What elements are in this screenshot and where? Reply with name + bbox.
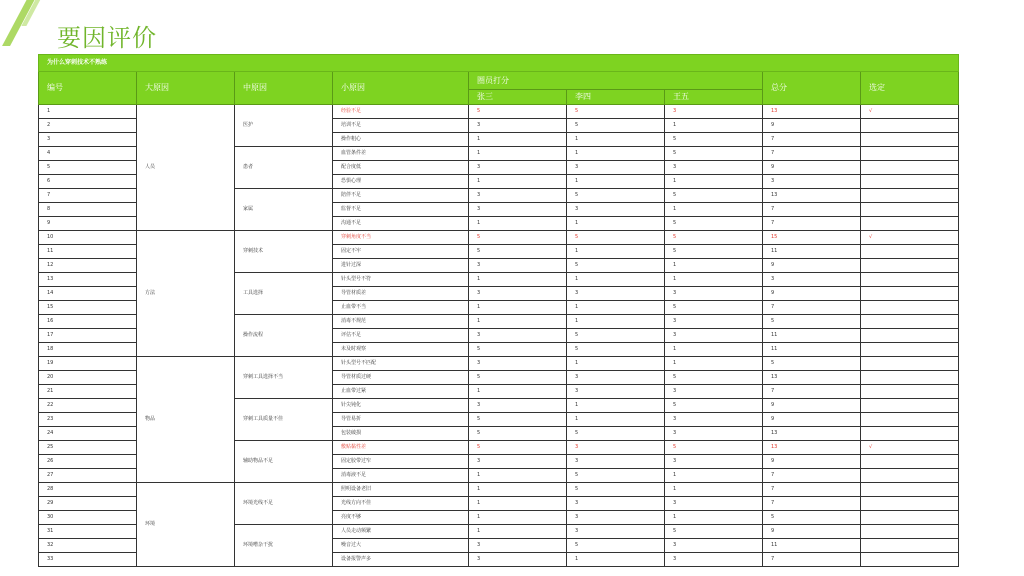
score-cell: 5	[665, 189, 763, 203]
selected-cell	[861, 301, 959, 315]
score-cell: 5	[567, 427, 665, 441]
score-cell: 3	[665, 329, 763, 343]
selected-cell	[861, 119, 959, 133]
minor-cause-cell: 光线方向不佳	[333, 497, 469, 511]
score-cell: 3	[665, 385, 763, 399]
selected-cell	[861, 259, 959, 273]
score-cell: 1	[567, 175, 665, 189]
total-cell: 5	[763, 315, 861, 329]
minor-cause-cell: 监督不足	[333, 203, 469, 217]
row-id-cell: 20	[39, 371, 137, 385]
score-cell: 1	[567, 553, 665, 567]
table-row	[39, 105, 959, 119]
score-cell: 1	[665, 203, 763, 217]
score-cell: 3	[469, 553, 567, 567]
minor-cause-cell: 恐惧心理	[333, 175, 469, 189]
row-id-cell: 28	[39, 483, 137, 497]
major-cause-cell: 方法	[137, 231, 235, 357]
selected-cell	[861, 497, 959, 511]
total-cell: 7	[763, 301, 861, 315]
selected-cell	[861, 539, 959, 553]
total-cell: 7	[763, 147, 861, 161]
table-row	[39, 231, 959, 245]
score-cell: 5	[469, 441, 567, 455]
score-cell: 3	[567, 203, 665, 217]
total-cell: 5	[763, 357, 861, 371]
score-cell: 3	[567, 161, 665, 175]
score-cell: 3	[567, 455, 665, 469]
selected-cell	[861, 525, 959, 539]
minor-cause-cell: 针尖钝化	[333, 399, 469, 413]
score-cell: 5	[567, 469, 665, 483]
total-cell: 9	[763, 413, 861, 427]
selected-cell	[861, 315, 959, 329]
score-cell: 5	[567, 105, 665, 119]
score-cell: 1	[469, 469, 567, 483]
row-id-cell: 15	[39, 301, 137, 315]
selected-cell	[861, 357, 959, 371]
header-middle-cause: 中原因	[235, 72, 333, 105]
total-cell: 9	[763, 119, 861, 133]
total-cell: 13	[763, 441, 861, 455]
score-cell: 5	[469, 231, 567, 245]
row-id-cell: 30	[39, 511, 137, 525]
score-cell: 1	[665, 175, 763, 189]
table-body	[39, 105, 959, 567]
selected-cell	[861, 399, 959, 413]
score-cell: 3	[567, 371, 665, 385]
middle-cause-cell: 环境光线不足	[235, 483, 333, 525]
selected-cell	[861, 511, 959, 525]
total-cell: 7	[763, 483, 861, 497]
minor-cause-cell: 止血带过紧	[333, 385, 469, 399]
score-cell: 1	[665, 357, 763, 371]
total-cell: 7	[763, 203, 861, 217]
selected-cell	[861, 427, 959, 441]
selected-cell	[861, 469, 959, 483]
score-cell: 1	[469, 385, 567, 399]
score-cell: 3	[567, 441, 665, 455]
minor-cause-cell: 针头型号不匹配	[333, 357, 469, 371]
score-cell: 3	[665, 287, 763, 301]
middle-cause-cell: 环境嘈杂干扰	[235, 525, 333, 567]
score-cell: 1	[469, 147, 567, 161]
score-cell: 1	[567, 217, 665, 231]
row-id-cell: 11	[39, 245, 137, 259]
selected-cell	[861, 161, 959, 175]
row-id-cell: 31	[39, 525, 137, 539]
row-id-cell: 26	[39, 455, 137, 469]
header-score-group: 圈员打分	[469, 72, 763, 90]
major-cause-cell: 物品	[137, 357, 235, 483]
row-id-cell: 14	[39, 287, 137, 301]
page-title: 要因评价	[57, 24, 157, 52]
selected-cell	[861, 189, 959, 203]
minor-cause-cell: 评估不足	[333, 329, 469, 343]
minor-cause-cell: 配合度低	[333, 161, 469, 175]
row-id-cell: 24	[39, 427, 137, 441]
header-minor-cause: 小原因	[333, 72, 469, 105]
minor-cause-cell: 进针过深	[333, 259, 469, 273]
score-cell: 3	[665, 315, 763, 329]
score-cell: 3	[567, 497, 665, 511]
selected-cell	[861, 413, 959, 427]
row-id-cell: 1	[39, 105, 137, 119]
score-cell: 1	[469, 175, 567, 189]
middle-cause-cell: 辅助物品不足	[235, 441, 333, 483]
total-cell: 11	[763, 329, 861, 343]
score-cell: 3	[665, 455, 763, 469]
major-cause-cell: 环境	[137, 483, 235, 567]
score-cell: 1	[567, 399, 665, 413]
table-row	[39, 483, 959, 497]
total-cell: 9	[763, 455, 861, 469]
minor-cause-cell: 噪音过大	[333, 539, 469, 553]
score-cell: 1	[469, 483, 567, 497]
total-cell: 13	[763, 105, 861, 119]
selected-cell	[861, 203, 959, 217]
evaluation-table	[38, 54, 959, 567]
minor-cause-cell: 培训不足	[333, 119, 469, 133]
selected-cell	[861, 343, 959, 357]
score-cell: 5	[567, 329, 665, 343]
score-cell: 1	[567, 413, 665, 427]
middle-cause-cell: 患者	[235, 147, 333, 189]
score-cell: 3	[665, 413, 763, 427]
score-cell: 1	[469, 525, 567, 539]
minor-cause-cell: 设备报警声多	[333, 553, 469, 567]
row-id-cell: 7	[39, 189, 137, 203]
row-id-cell: 22	[39, 399, 137, 413]
header-scorer-3: 王五	[665, 90, 763, 105]
row-id-cell: 9	[39, 217, 137, 231]
minor-cause-cell: 人员走动频繁	[333, 525, 469, 539]
middle-cause-cell: 家属	[235, 189, 333, 231]
score-cell: 3	[665, 427, 763, 441]
total-cell: 11	[763, 245, 861, 259]
total-cell: 7	[763, 553, 861, 567]
total-cell: 11	[763, 539, 861, 553]
score-cell: 5	[665, 399, 763, 413]
total-cell: 5	[763, 511, 861, 525]
score-cell: 3	[469, 539, 567, 553]
score-cell: 5	[567, 483, 665, 497]
selected-cell	[861, 371, 959, 385]
score-cell: 5	[665, 525, 763, 539]
score-cell: 1	[469, 497, 567, 511]
middle-cause-cell: 穿刺技术	[235, 231, 333, 273]
minor-cause-cell: 经验不足	[333, 105, 469, 119]
score-cell: 1	[567, 147, 665, 161]
minor-cause-cell: 导管材质过硬	[333, 371, 469, 385]
selected-cell	[861, 217, 959, 231]
selected-cell	[861, 133, 959, 147]
score-cell: 5	[567, 343, 665, 357]
score-cell: 1	[665, 119, 763, 133]
selected-cell: √	[861, 441, 959, 455]
score-cell: 1	[469, 301, 567, 315]
score-cell: 3	[469, 259, 567, 273]
score-cell: 5	[469, 427, 567, 441]
row-id-cell: 19	[39, 357, 137, 371]
score-cell: 3	[665, 105, 763, 119]
major-cause-cell: 人员	[137, 105, 235, 231]
score-cell: 5	[665, 371, 763, 385]
selected-cell	[861, 245, 959, 259]
minor-cause-cell: 未及时观察	[333, 343, 469, 357]
score-cell: 3	[567, 525, 665, 539]
row-id-cell: 10	[39, 231, 137, 245]
middle-cause-cell: 医护	[235, 105, 333, 147]
minor-cause-cell: 固定不牢	[333, 245, 469, 259]
evaluation-table-container	[38, 54, 958, 567]
score-cell: 5	[567, 539, 665, 553]
total-cell: 3	[763, 175, 861, 189]
header-scorer-1: 张三	[469, 90, 567, 105]
row-id-cell: 6	[39, 175, 137, 189]
score-cell: 1	[567, 273, 665, 287]
total-cell: 9	[763, 525, 861, 539]
score-cell: 5	[567, 189, 665, 203]
row-id-cell: 23	[39, 413, 137, 427]
row-id-cell: 21	[39, 385, 137, 399]
score-cell: 5	[665, 133, 763, 147]
score-cell: 3	[469, 357, 567, 371]
minor-cause-cell: 导管材质差	[333, 287, 469, 301]
total-cell: 7	[763, 217, 861, 231]
selected-cell	[861, 329, 959, 343]
score-cell: 5	[665, 231, 763, 245]
total-cell: 13	[763, 371, 861, 385]
row-id-cell: 13	[39, 273, 137, 287]
row-id-cell: 25	[39, 441, 137, 455]
selected-cell: √	[861, 231, 959, 245]
row-id-cell: 27	[39, 469, 137, 483]
score-cell: 5	[567, 231, 665, 245]
middle-cause-cell: 穿刺工具选择不当	[235, 357, 333, 399]
score-cell: 3	[665, 497, 763, 511]
score-cell: 5	[469, 343, 567, 357]
minor-cause-cell: 亮度不够	[333, 511, 469, 525]
minor-cause-cell: 消毒液不足	[333, 469, 469, 483]
score-cell: 1	[665, 511, 763, 525]
score-cell: 5	[469, 413, 567, 427]
row-id-cell: 29	[39, 497, 137, 511]
score-cell: 1	[665, 273, 763, 287]
score-cell: 1	[567, 357, 665, 371]
selected-cell	[861, 553, 959, 567]
selected-cell	[861, 147, 959, 161]
score-cell: 1	[665, 469, 763, 483]
score-cell: 5	[665, 301, 763, 315]
score-cell: 3	[469, 203, 567, 217]
table-caption: 为什么穿刺技术不熟练	[39, 55, 959, 72]
score-cell: 3	[469, 287, 567, 301]
header-id: 编号	[39, 72, 137, 105]
table-row	[39, 357, 959, 371]
middle-cause-cell: 穿刺工具质量不佳	[235, 399, 333, 441]
header-selected: 选定	[861, 72, 959, 105]
total-cell: 9	[763, 161, 861, 175]
score-cell: 1	[665, 343, 763, 357]
selected-cell	[861, 385, 959, 399]
score-cell: 1	[665, 483, 763, 497]
score-cell: 3	[469, 161, 567, 175]
minor-cause-cell: 针头型号不符	[333, 273, 469, 287]
selected-cell	[861, 273, 959, 287]
row-id-cell: 33	[39, 553, 137, 567]
minor-cause-cell: 沟通不足	[333, 217, 469, 231]
row-id-cell: 3	[39, 133, 137, 147]
total-cell: 15	[763, 231, 861, 245]
minor-cause-cell: 止血带不当	[333, 301, 469, 315]
total-cell: 7	[763, 385, 861, 399]
row-id-cell: 5	[39, 161, 137, 175]
header-total: 总分	[763, 72, 861, 105]
total-cell: 11	[763, 343, 861, 357]
middle-cause-cell: 操作流程	[235, 315, 333, 357]
score-cell: 1	[469, 133, 567, 147]
score-cell: 5	[469, 371, 567, 385]
score-cell: 3	[469, 399, 567, 413]
row-id-cell: 17	[39, 329, 137, 343]
selected-cell: √	[861, 105, 959, 119]
minor-cause-cell: 导管易折	[333, 413, 469, 427]
score-cell: 5	[665, 245, 763, 259]
total-cell: 9	[763, 259, 861, 273]
score-cell: 5	[665, 217, 763, 231]
total-cell: 7	[763, 469, 861, 483]
score-cell: 3	[469, 455, 567, 469]
header-major-cause: 大原因	[137, 72, 235, 105]
row-id-cell: 18	[39, 343, 137, 357]
score-cell: 1	[665, 259, 763, 273]
score-cell: 3	[567, 385, 665, 399]
minor-cause-cell: 包装破损	[333, 427, 469, 441]
total-cell: 7	[763, 133, 861, 147]
score-cell: 1	[469, 511, 567, 525]
score-cell: 1	[469, 217, 567, 231]
header-scorer-2: 李四	[567, 90, 665, 105]
middle-cause-cell: 工具选择	[235, 273, 333, 315]
row-id-cell: 8	[39, 203, 137, 217]
total-cell: 9	[763, 287, 861, 301]
minor-cause-cell: 消毒不规范	[333, 315, 469, 329]
minor-cause-cell: 血管条件差	[333, 147, 469, 161]
score-cell: 1	[567, 133, 665, 147]
total-cell: 9	[763, 399, 861, 413]
total-cell: 13	[763, 427, 861, 441]
row-id-cell: 12	[39, 259, 137, 273]
selected-cell	[861, 287, 959, 301]
score-cell: 5	[567, 259, 665, 273]
score-cell: 1	[567, 315, 665, 329]
score-cell: 3	[469, 329, 567, 343]
minor-cause-cell: 操作粗心	[333, 133, 469, 147]
score-cell: 1	[567, 301, 665, 315]
score-cell: 3	[469, 119, 567, 133]
score-cell: 5	[665, 147, 763, 161]
total-cell: 13	[763, 189, 861, 203]
total-cell: 7	[763, 497, 861, 511]
selected-cell	[861, 483, 959, 497]
score-cell: 3	[665, 553, 763, 567]
row-id-cell: 32	[39, 539, 137, 553]
score-cell: 3	[665, 539, 763, 553]
score-cell: 1	[469, 273, 567, 287]
score-cell: 5	[567, 119, 665, 133]
score-cell: 3	[567, 287, 665, 301]
minor-cause-cell: 固定胶带过窄	[333, 455, 469, 469]
minor-cause-cell: 照明设备老旧	[333, 483, 469, 497]
selected-cell	[861, 175, 959, 189]
score-cell: 5	[469, 105, 567, 119]
score-cell: 1	[567, 245, 665, 259]
minor-cause-cell: 穿刺角度不当	[333, 231, 469, 245]
selected-cell	[861, 455, 959, 469]
score-cell: 1	[469, 315, 567, 329]
minor-cause-cell: 敷贴黏性差	[333, 441, 469, 455]
score-cell: 5	[469, 245, 567, 259]
row-id-cell: 2	[39, 119, 137, 133]
score-cell: 3	[469, 189, 567, 203]
minor-cause-cell: 陪伴不足	[333, 189, 469, 203]
row-id-cell: 4	[39, 147, 137, 161]
score-cell: 3	[567, 511, 665, 525]
score-cell: 3	[665, 161, 763, 175]
score-cell: 5	[665, 441, 763, 455]
row-id-cell: 16	[39, 315, 137, 329]
total-cell: 3	[763, 273, 861, 287]
